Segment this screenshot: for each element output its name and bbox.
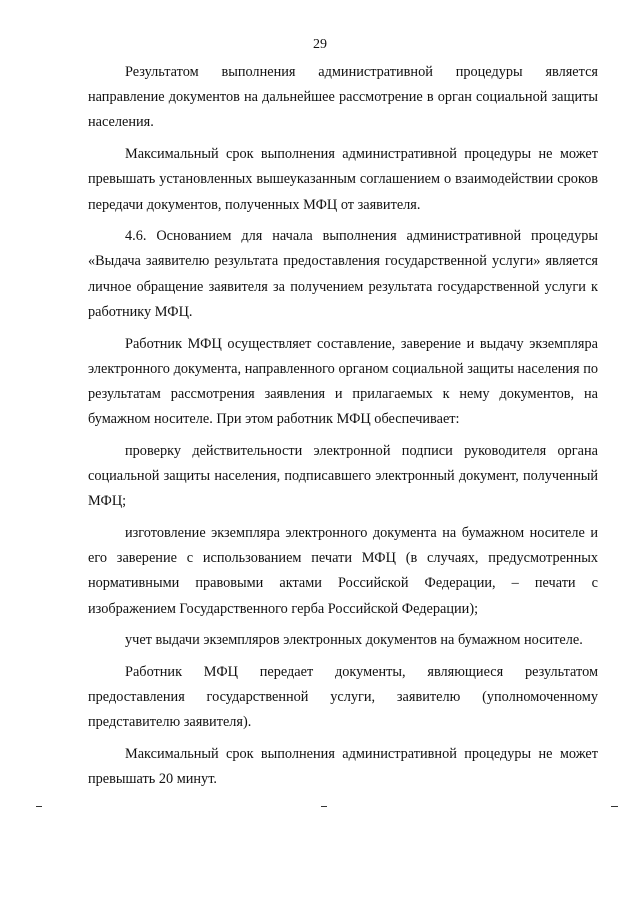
scan-mark-right [611, 806, 618, 807]
paragraph-paper-copy: изготовление экземпляра электронного документа на бумажном носителе и его заверение с использованием печати МФЦ (в случаях, предусмотренных нормативными правовыми актами Российской Федерации, – печати с изображением Государственного герба Российской Федерации); [88, 524, 598, 617]
paragraph-issuance-record: учет выдачи экземпляров электронных документов на бумажном носителе. [125, 632, 583, 649]
page-number: 29 [313, 37, 327, 52]
paragraph-document-handover: Работник МФЦ передает документы, являющиеся результатом предоставления государственной услуги, заявителю (уполномоченному представителю заявителя). [88, 663, 598, 731]
document-body [88, 60, 598, 792]
paragraph-result-procedure: Результатом выполнения административной процедуры является направление документов на дальнейшее рассмотрение в орган социальной защиты населения. [88, 64, 598, 131]
paragraph-max-term-20-min: Максимальный срок выполнения административной процедуры не может превышать 20 минут. [88, 746, 598, 788]
paragraph-mfc-worker-duties: Работник МФЦ осуществляет составление, заверение и выдачу экземпляра электронного документа, направленного органом социальной защиты населения по результатам рассмотрения заявления и прилагаемых к нему документов, на бумажном носителе. При этом работник МФЦ обеспечивает: [88, 335, 598, 428]
paragraph-section-4-6: 4.6. Основанием для начала выполнения административной процедуры «Выдача заявителю результата предоставления государственной услуги» является личное обращение заявителя за получением результата государственной услуги к работнику МФЦ. [88, 228, 598, 320]
paragraph-signature-check: проверку действительности электронной подписи руководителя органа социальной защиты населения, подписавшего электронный документ, полученный МФЦ; [88, 442, 598, 510]
scan-mark-center [321, 806, 327, 807]
paragraph-max-term-transfer: Максимальный срок выполнения административной процедуры не может превышать установленных вышеуказанным соглашением о взаимодействии сроков передачи документов, полученных МФЦ от заявителя. [88, 146, 598, 213]
scan-mark-left [36, 806, 42, 807]
